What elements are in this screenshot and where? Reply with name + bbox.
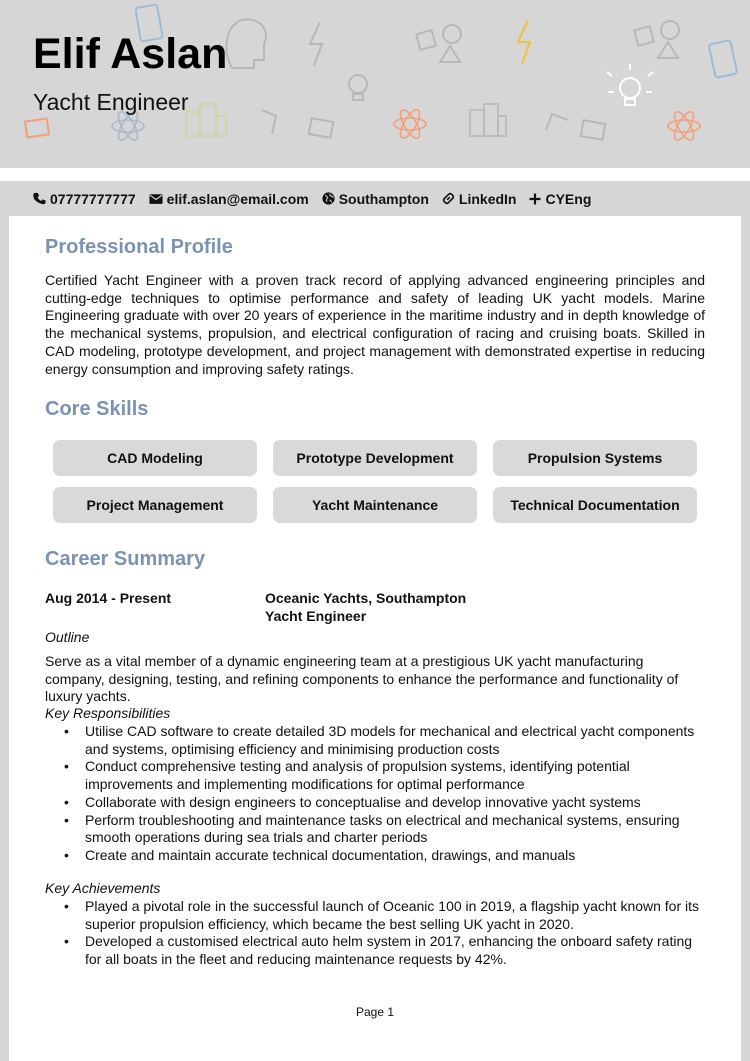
skill-chip: Propulsion Systems — [493, 440, 697, 476]
skill-chip: Prototype Development — [273, 440, 477, 476]
list-item: • Utilise CAD software to create detailed 3D models for mechanical and electrical yacht components and systems, optimising efficiency and minimising production costs — [85, 723, 710, 758]
section-title-skills: Core Skills — [45, 398, 149, 420]
responsibilities-label: Key Responsibilities — [45, 705, 171, 721]
skill-chip: Technical Documentation — [493, 487, 697, 523]
decorative-pattern — [0, 0, 750, 168]
list-item: • Conduct comprehensive testing and analysis of propulsion systems, identifying potential improvements and implementing modifications for optimal performance — [85, 758, 710, 793]
job-dates: Aug 2014 - Present — [45, 590, 172, 606]
extra-text: CYEng — [545, 190, 592, 207]
list-item: • Perform troubleshooting and maintenance tasks on electrical and mechanical systems, ensuring smooth operations during sea trials and charter periods — [85, 812, 710, 847]
frame-left — [0, 216, 9, 1061]
list-item: • Create and maintain accurate technical documentation, drawings, and manuals — [85, 847, 710, 865]
bulb-deco-icon — [349, 64, 653, 105]
contact-linkedin[interactable] — [442, 191, 517, 207]
folder-deco-icon — [25, 118, 605, 140]
contact-location — [322, 191, 429, 207]
profile-text: Certified Yacht Engineer with a proven track record of applying advanced engineering principles and cutting-edge techniques to optimise performance and safety of leading UK yacht models. Marine Engineering graduate with over 20 years of experience in the maritime industry and in depth knowledge of the mechanical systems, propulsion, and electrical configuration of racing and cruising boats. Skilled in CAD modeling, prototype development, and project management with demonstrated expertise in reducing energy consumption and improving safety ratings. — [45, 272, 705, 377]
achievements-label: Key Achievements — [45, 880, 161, 896]
shapes-deco-icon — [416, 21, 679, 62]
section-title-career: Career Summary — [45, 548, 206, 570]
phone-icon — [33, 192, 46, 205]
achievements-list — [85, 898, 710, 969]
list-item: • Played a pivotal role in the successful launch of Oceanic 100 in 2019, a flagship yacht known for its superior propulsion efficiency, which became the best selling UK yacht in 2020. — [85, 898, 710, 933]
responsibilities-list — [85, 723, 710, 865]
job-company-name: Oceanic Yachts, Southampton — [265, 590, 467, 606]
contact-email[interactable] — [149, 191, 309, 207]
contact-extra — [529, 191, 591, 207]
linkedin-text: LinkedIn — [458, 190, 517, 207]
list-item: • Developed a customised electrical auto helm system in 2017, enhancing the onboard safety rating for all boats in the fleet and reducing maintenance requests by 42%. — [85, 933, 710, 968]
candidate-name: Elif Aslan — [33, 30, 228, 78]
skills-grid — [53, 440, 697, 523]
header-banner — [0, 0, 750, 168]
building-deco-icon — [186, 104, 506, 136]
envelope-icon — [149, 193, 163, 205]
head-deco-icon — [226, 19, 266, 68]
contact-phone[interactable] — [33, 191, 136, 207]
job-role: Yacht Engineer — [265, 607, 367, 624]
page-number: Page 1 — [355, 1005, 395, 1019]
candidate-job-title: Yacht Engineer — [33, 89, 189, 115]
location-text: Southampton — [338, 190, 429, 207]
frame-right — [741, 216, 750, 1061]
skill-chip: CAD Modeling — [53, 440, 257, 476]
plus-icon — [529, 193, 541, 205]
bolt-deco-icon — [310, 20, 530, 66]
section-title-profile: Professional Profile — [45, 236, 233, 258]
email-text: elif.aslan@email.com — [166, 190, 309, 207]
skill-chip: Yacht Maintenance — [273, 487, 477, 523]
link-icon — [442, 192, 455, 205]
contact-bar — [0, 181, 750, 216]
outline-label: Outline — [45, 629, 90, 645]
globe-icon — [322, 192, 335, 205]
job-outline: Serve as a vital member of a dynamic engineering team at a prestigious UK yacht manufacturing company, designing, testing, and refining components to enhance the performance and functionality of luxury yachts. — [45, 653, 679, 705]
list-item: • Collaborate with design engineers to conceptualise and develop innovative yacht systems — [85, 794, 710, 812]
skill-chip: Project Management — [53, 487, 257, 523]
phone-text: 07777777777 — [50, 190, 136, 207]
job-employer — [265, 590, 466, 625]
